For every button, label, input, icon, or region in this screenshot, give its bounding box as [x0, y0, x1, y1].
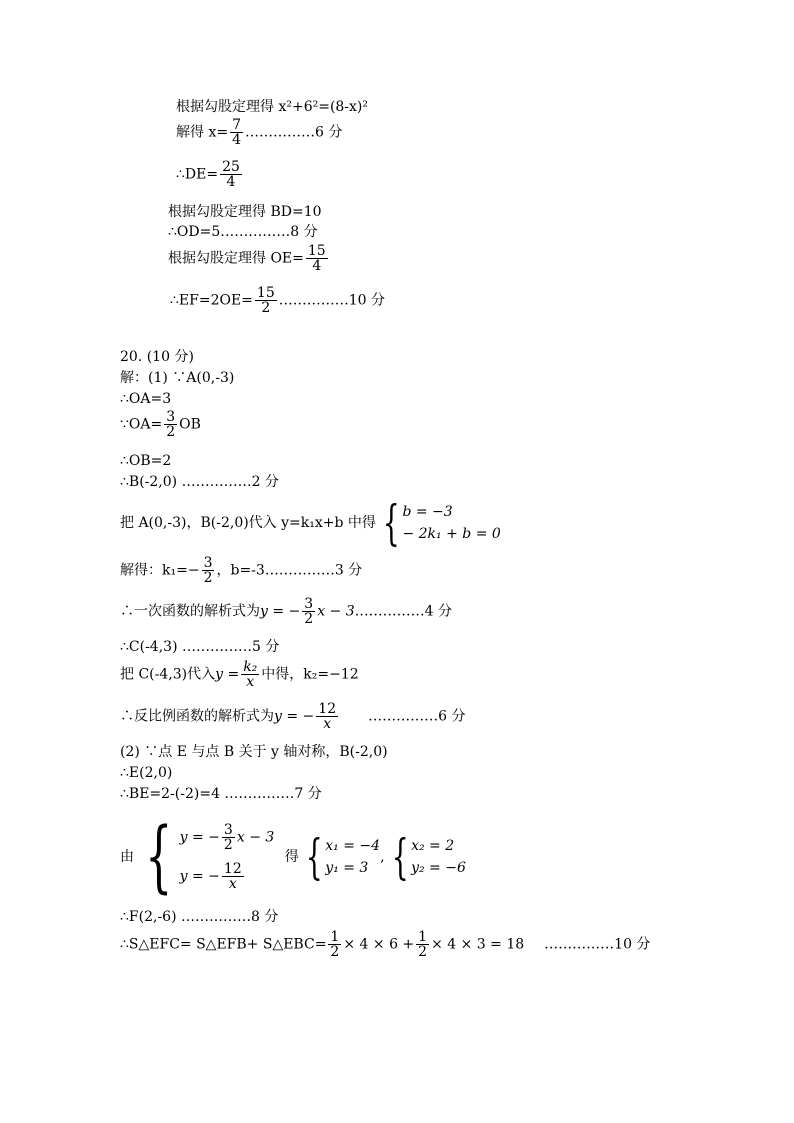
- od-line: ∴OD=5……………8 分: [168, 224, 318, 240]
- question-heading: 20. (10 分): [120, 349, 194, 365]
- solution-system-2: { x₂ = 2 y₂ = −6: [391, 829, 466, 885]
- step-line: ∴BE=2-(-2)=4 ……………7 分: [120, 786, 322, 802]
- fraction: $\frac{1}{2}$: [418, 929, 428, 960]
- step-line: ∴OB=2: [120, 453, 172, 469]
- area-line: ∴S△EFC= S△EFB+ S△EBC= $\frac{1}{2}$ × 4 × 6 + $\frac{1}{2}$ × 4 × 3 = 18 ……………10 分: [120, 929, 651, 960]
- solve-x-line: 解得 x= $\frac{7}{4}$ ……………6 分: [176, 117, 343, 148]
- pythagoras-line-1: 根据勾股定理得 x²+6²=(8-x)²: [176, 99, 369, 115]
- step-line: ∵OA= $\frac{3}{2}$ OB: [120, 409, 201, 440]
- solve-k-line: 解得：k₁=− $\frac{3}{2}$ ，b=-3……………3 分: [120, 555, 363, 586]
- system-solution-line: 由 { y = − $\frac{3}{2}$ x − 3 y = − $\frac{12}{x}$ 得 { x₁ = −4 y₁ = 3 , { x₂ = 2 y₂ = −6: [120, 812, 466, 902]
- fraction: $\frac{\text{k₂}}{x}$: [243, 659, 258, 690]
- fraction: $\frac{3}{2}$: [223, 822, 233, 853]
- fraction: $\frac{25}{4}$: [222, 159, 240, 190]
- linear-function-line: ∴一次函数的解析式为y = − $\frac{3}{2}$ x − 3……………4 分: [120, 596, 452, 627]
- fraction: $\frac{12}{x}$: [223, 861, 242, 892]
- fraction: $\frac{12}{x}$: [318, 701, 337, 732]
- substitute-line: 把 A(0,-3)，B(-2,0)代入 y=k₁x+b 中得 { b = −3 − 2k₁ + b = 0: [120, 495, 501, 551]
- fraction: $\frac{15}{4}$: [307, 243, 326, 274]
- de-line: ∴DE= $\frac{25}{4}$: [176, 159, 240, 190]
- fraction: $\frac{3}{2}$: [203, 555, 213, 586]
- fraction: $\frac{3}{2}$: [166, 409, 176, 440]
- inverse-function-line: ∴反比例函数的解析式为y = − $\frac{12}{x}$ ……………6 分: [120, 701, 466, 732]
- step-line: ∴B(-2,0) ……………2 分: [120, 474, 279, 490]
- step-line: 解：(1) ∵A(0,-3): [120, 370, 235, 386]
- oe-line: 根据勾股定理得 OE= $\frac{15}{4}$: [168, 243, 326, 274]
- solution-system-1: { x₁ = −4 y₁ = 3: [305, 829, 381, 885]
- equation-system: { b = −3 − 2k₁ + b = 0: [382, 495, 501, 551]
- step-line: ∴F(2,-6) ……………8 分: [120, 909, 279, 925]
- fraction: $\frac{3}{2}$: [304, 596, 314, 627]
- ef-line: ∴EF=2OE= $\frac{15}{2}$ ……………10 分: [170, 285, 385, 316]
- equation-system: { y = − $\frac{3}{2}$ x − 3 y = − $\frac{12}{x}$: [145, 812, 275, 902]
- fraction: $\frac{1}{2}$: [330, 929, 340, 960]
- step-line: (2) ∵点 E 与点 B 关于 y 轴对称，B(-2,0): [120, 744, 388, 760]
- substitute-c-line: 把 C(-4,3)代入y = $\frac{\text{k₂}}{x}$ 中得，k₂=−12: [120, 659, 359, 690]
- fraction: $\frac{7}{4}$: [232, 117, 241, 148]
- step-line: ∴C(-4,3) ……………5 分: [120, 639, 280, 655]
- step-line: ∴OA=3: [120, 391, 172, 407]
- fraction: $\frac{15}{2}$: [256, 285, 275, 316]
- bd-line: 根据勾股定理得 BD=10: [168, 204, 322, 220]
- step-line: ∴E(2,0): [120, 765, 173, 781]
